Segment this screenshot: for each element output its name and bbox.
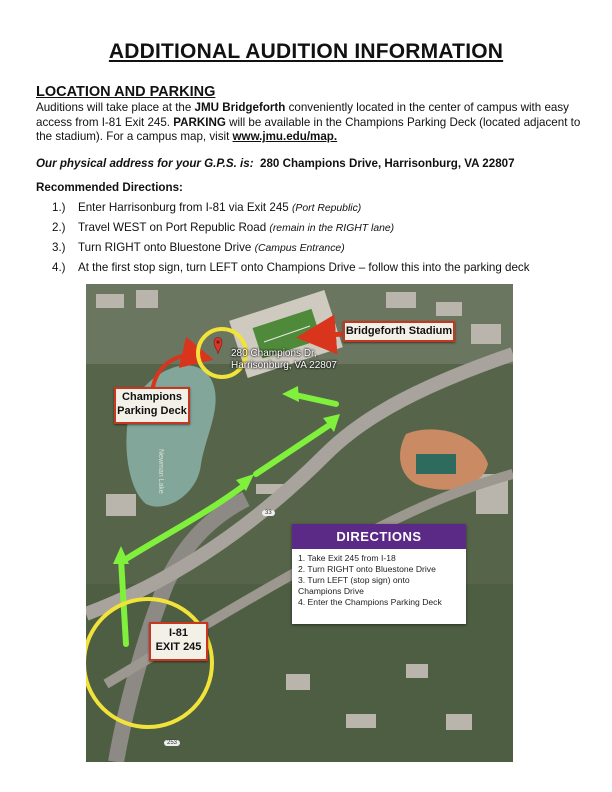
- directions-heading: Recommended Directions:: [36, 181, 183, 194]
- venue-name: JMU Bridgeforth: [194, 101, 286, 114]
- direction-item: 1.) Enter Harrisonburg from I-81 via Exit 245 (Port Republic): [52, 201, 362, 214]
- section-heading: LOCATION AND PARKING: [36, 84, 216, 100]
- intro-text-1: Auditions will take place at the: [36, 101, 195, 114]
- lake-label: Newman Lake: [157, 449, 164, 494]
- parking-keyword: PARKING: [173, 115, 226, 129]
- gps-address-label: Our physical address for your G.P.S. is:: [36, 157, 254, 170]
- directions-list: [52, 198, 592, 278]
- direction-item: 3.) Turn RIGHT onto Bluestone Drive (Campus Entrance): [52, 241, 345, 254]
- route-shield: 33: [262, 510, 275, 516]
- direction-item: 2.) Travel WEST on Port Republic Road (remain in the RIGHT lane): [52, 221, 395, 234]
- tennis-courts: [416, 454, 456, 474]
- intro-paragraph: [36, 101, 584, 145]
- stadium-pointer-arrow: [316, 334, 342, 336]
- intro-text-2: conveniently located in the center of campus with easy access from I-81 Exit 245.: [36, 101, 569, 129]
- gps-address-value: 280 Champions Drive, Harrisonburg, VA 22807: [260, 157, 515, 170]
- route-shield: 253: [164, 740, 180, 746]
- directions-card-title: DIRECTIONS: [292, 524, 466, 549]
- parking-deck-callout: Champions Parking Deck: [114, 387, 190, 424]
- page-title: ADDITIONAL AUDITION INFORMATION: [108, 40, 504, 63]
- campus-aerial-map[interactable]: [86, 284, 513, 762]
- stadium-callout: Bridgeforth Stadium: [343, 321, 455, 342]
- direction-item: 4.) At the first stop sign, turn LEFT onto Champions Drive – follow this into the parking deck: [52, 261, 530, 274]
- directions-card-body: 1. Take Exit 245 from I-18 2. Turn RIGHT onto Bluestone Drive 3. Turn LEFT (stop sign) onto Champions Drive 4. Enter the Champions Parking Deck: [298, 553, 442, 607]
- directions-card: [292, 524, 466, 624]
- exit-callout: I-81 EXIT 245: [149, 622, 208, 661]
- intro-text-3: will be available in the Champions Parking Deck (located adjacent to the stadium). For a campus map, visit: [36, 115, 581, 144]
- map-address-label: 280 Champions Dr, Harrisonburg, VA 22807: [231, 348, 337, 371]
- gps-address: [36, 157, 515, 170]
- campus-map-link[interactable]: www.jmu.edu/map.: [232, 130, 338, 144]
